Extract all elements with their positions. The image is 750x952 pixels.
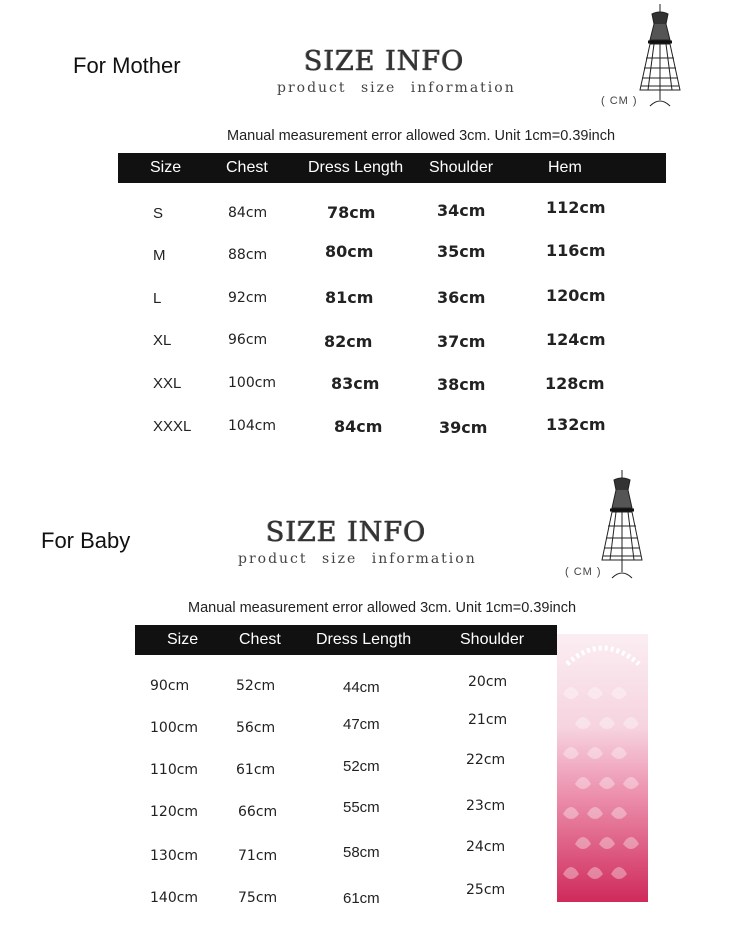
mother-header-hem: Hem: [548, 159, 582, 176]
baby-chest-cell: 66cm: [238, 804, 278, 820]
baby-shoulder-cell: 23cm: [466, 798, 506, 814]
baby-shoulder-cell: 22cm: [466, 752, 506, 768]
mother-shoulder-cell: 36cm: [437, 288, 486, 307]
mother-header-size: Size: [150, 159, 182, 176]
mother-length-cell: 80cm: [325, 242, 374, 261]
baby-length-cell: 55cm: [343, 799, 380, 816]
mother-hem-cell: 116cm: [546, 241, 606, 260]
mother-size-cell: XL: [153, 332, 172, 349]
mother-size-cell: XXL: [153, 375, 182, 392]
mother-hem-cell: 120cm: [546, 286, 606, 305]
mother-length-cell: 81cm: [325, 288, 374, 307]
mother-section-label: For Mother: [73, 53, 181, 78]
baby-chest-cell: 56cm: [236, 720, 276, 736]
baby-size-cell: 90cm: [150, 678, 190, 694]
mannequin-icon: [594, 468, 650, 580]
baby-shoulder-cell: 24cm: [466, 839, 506, 855]
mother-header-shoulder: Shoulder: [429, 159, 494, 176]
mother-hem-cell: 112cm: [546, 198, 606, 217]
baby-size-info-subtitle: product size information: [238, 551, 477, 567]
mannequin-icon: [632, 2, 688, 108]
baby-size-cell: 100cm: [150, 720, 199, 736]
mother-measurement-note: Manual measurement error allowed 3cm. Unit 1cm=0.39inch: [227, 128, 616, 144]
baby-length-cell: 61cm: [343, 890, 380, 907]
baby-shoulder-cell: 25cm: [466, 882, 506, 898]
baby-size-cell: 140cm: [150, 890, 199, 906]
fabric-swatch-image: [557, 634, 648, 902]
baby-chest-cell: 61cm: [236, 762, 276, 778]
mother-size-cell: M: [153, 247, 166, 264]
mother-size-cell: L: [153, 290, 162, 307]
baby-length-cell: 58cm: [343, 844, 380, 861]
mother-size-info-title: SIZE INFO: [304, 46, 465, 77]
baby-header-chest: Chest: [239, 631, 281, 648]
mother-shoulder-cell: 39cm: [439, 418, 488, 437]
mother-length-cell: 83cm: [331, 374, 380, 393]
mother-chest-cell: 88cm: [228, 247, 268, 263]
mother-chest-cell: 100cm: [228, 375, 277, 391]
mother-chest-cell: 96cm: [228, 332, 268, 348]
baby-length-cell: 47cm: [343, 716, 380, 733]
baby-header-size: Size: [167, 631, 199, 648]
baby-length-cell: 44cm: [343, 679, 380, 696]
mother-table-header: [118, 153, 666, 183]
baby-chest-cell: 75cm: [238, 890, 278, 906]
baby-header-length: Dress Length: [316, 631, 412, 648]
mother-size-cell: S: [153, 205, 164, 222]
mother-hem-cell: 132cm: [546, 415, 606, 434]
mother-size-cell: XXXL: [153, 418, 192, 435]
baby-shoulder-cell: 21cm: [468, 712, 508, 728]
mother-shoulder-cell: 38cm: [437, 375, 486, 394]
mother-unit-label: ( CM ): [601, 95, 638, 107]
baby-size-cell: 120cm: [150, 804, 199, 820]
baby-size-info-title: SIZE INFO: [266, 517, 427, 548]
mother-chest-cell: 84cm: [228, 205, 268, 221]
baby-table-header: [135, 625, 557, 655]
baby-size-cell: 130cm: [150, 848, 199, 864]
mother-hem-cell: 128cm: [545, 374, 605, 393]
mother-chest-cell: 92cm: [228, 290, 268, 306]
mother-length-cell: 84cm: [334, 417, 383, 436]
mother-shoulder-cell: 34cm: [437, 201, 486, 220]
mother-length-cell: 78cm: [327, 203, 376, 222]
baby-chest-cell: 71cm: [238, 848, 278, 864]
baby-length-cell: 52cm: [343, 758, 380, 775]
baby-header-shoulder: Shoulder: [460, 631, 525, 648]
baby-shoulder-cell: 20cm: [468, 674, 508, 690]
mother-hem-cell: 124cm: [546, 330, 606, 349]
mother-shoulder-cell: 37cm: [437, 332, 486, 351]
mother-header-length: Dress Length: [308, 159, 404, 176]
baby-section-label: For Baby: [41, 528, 131, 553]
mother-shoulder-cell: 35cm: [437, 242, 486, 261]
mother-length-cell: 82cm: [324, 332, 373, 351]
baby-size-cell: 110cm: [150, 762, 199, 778]
mother-chest-cell: 104cm: [228, 418, 277, 434]
baby-unit-label: ( CM ): [565, 566, 602, 578]
mother-header-chest: Chest: [226, 159, 268, 176]
baby-measurement-note: Manual measurement error allowed 3cm. Unit 1cm=0.39inch: [188, 600, 577, 616]
mother-size-info-subtitle: product size information: [277, 80, 516, 96]
baby-chest-cell: 52cm: [236, 678, 276, 694]
